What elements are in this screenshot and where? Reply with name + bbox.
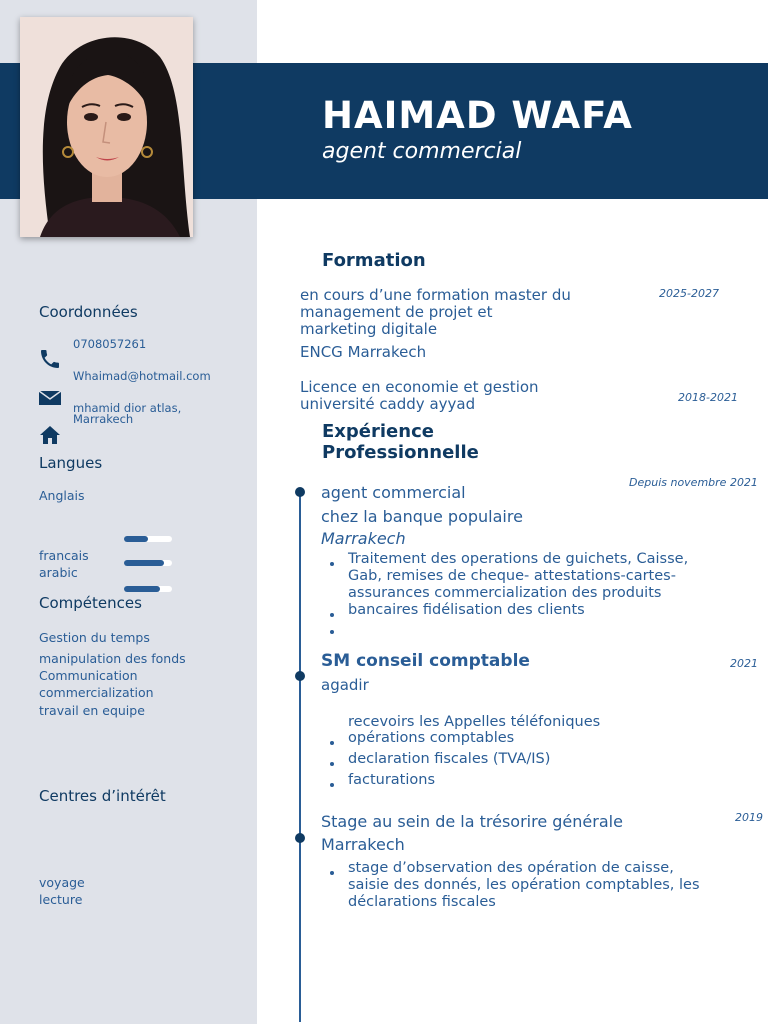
duty-line: déclarations fiscales: [348, 894, 496, 910]
timeline-dot: [295, 487, 305, 497]
job-dates: Depuis novembre 2021: [629, 476, 758, 489]
job-title: agent commercial: [322, 139, 522, 164]
job-title: SM conseil comptable: [321, 651, 530, 671]
duty-line: saisie des donnés, les opération comptables, les: [348, 877, 700, 893]
job-company: chez la banque populaire: [321, 507, 523, 526]
duty-item: [330, 860, 700, 911]
language-level-fill: [124, 560, 164, 566]
language-level-bar: [124, 560, 172, 566]
home-icon: [38, 423, 62, 447]
timeline-dot: [295, 671, 305, 681]
duty-line: Gab, remises de cheque- attestations-cartes-: [348, 568, 676, 584]
interest-item: lecture: [39, 892, 83, 907]
job-location: Marrakech: [321, 835, 405, 854]
job-duties-list: [330, 551, 688, 641]
phone-number[interactable]: 0708057261: [73, 337, 147, 351]
duty-line: assurances commercialization des produits: [348, 585, 662, 601]
education-line: université caddy ayyad: [300, 395, 476, 413]
timeline-line: [299, 490, 301, 1022]
experience-heading-line2: Professionnelle: [322, 442, 479, 463]
skill-item: travail en equipe: [39, 703, 145, 718]
duty-line: stage d’observation des opération de caisse,: [348, 860, 674, 876]
language-level-bar: [124, 586, 172, 592]
language-level-bar: [124, 536, 172, 542]
envelope-icon: [38, 386, 62, 410]
language-item: francais: [39, 548, 89, 563]
email-address[interactable]: Whaimad@hotmail.com: [73, 369, 211, 383]
timeline-dot: [295, 833, 305, 843]
language-level-fill: [124, 586, 160, 592]
duty-item: opérations comptables: [330, 730, 550, 747]
education-dates: 2025-2027: [659, 287, 719, 300]
duty-item: declaration fiscales (TVA/IS): [330, 751, 550, 768]
duty-line: bancaires fidélisation des clients: [348, 602, 585, 618]
duty-item: [330, 619, 688, 641]
languages-heading: Langues: [39, 454, 103, 472]
job-dates: 2021: [730, 657, 758, 670]
address-line2: Marrakech: [73, 412, 134, 426]
language-level-fill: [124, 536, 148, 542]
job-title: Stage au sein de la trésorire générale: [321, 812, 623, 831]
duty-item: [330, 602, 688, 619]
candidate-name: HAIMAD WAFA: [322, 94, 633, 137]
language-item: arabic: [39, 565, 78, 580]
job-duties-list: [330, 730, 550, 789]
education-heading: Formation: [322, 250, 426, 271]
interest-item: voyage: [39, 875, 85, 890]
duty-line: Traitement des operations de guichets, Caisse,: [348, 551, 689, 567]
language-item: Anglais: [39, 488, 85, 503]
address-line1: mhamid dior atlas,: [73, 401, 182, 415]
skill-item: manipulation des fonds: [39, 651, 186, 666]
education-dates: 2018-2021: [678, 391, 738, 404]
education-line: management de projet et: [300, 303, 493, 321]
job-dates: 2019: [735, 811, 763, 824]
skills-heading: Compétences: [39, 594, 142, 612]
experience-heading: Expérience: [322, 421, 434, 442]
education-line: Licence en economie et gestion: [300, 378, 539, 396]
duty-item: facturations: [330, 772, 550, 789]
job-intro: recevoirs les Appelles téléfoniques: [348, 714, 601, 730]
profile-photo: [20, 17, 193, 237]
job-duties-list: [330, 860, 700, 911]
job-location: Marrakech: [321, 529, 406, 548]
job-location: agadir: [321, 676, 369, 694]
education-line: marketing digitale: [300, 320, 438, 338]
interests-heading: Centres d’intérêt: [39, 787, 166, 805]
duty-item: [330, 551, 688, 602]
education-school: ENCG Marrakech: [300, 343, 427, 361]
phone-icon: [38, 347, 62, 371]
contact-heading: Coordonnées: [39, 303, 138, 321]
skill-item: Gestion du temps: [39, 630, 150, 645]
skill-item: commercialization: [39, 685, 154, 700]
job-title: agent commercial: [321, 483, 466, 502]
skill-item: Communication: [39, 668, 138, 683]
education-line: en cours d’une formation master du: [300, 286, 571, 304]
